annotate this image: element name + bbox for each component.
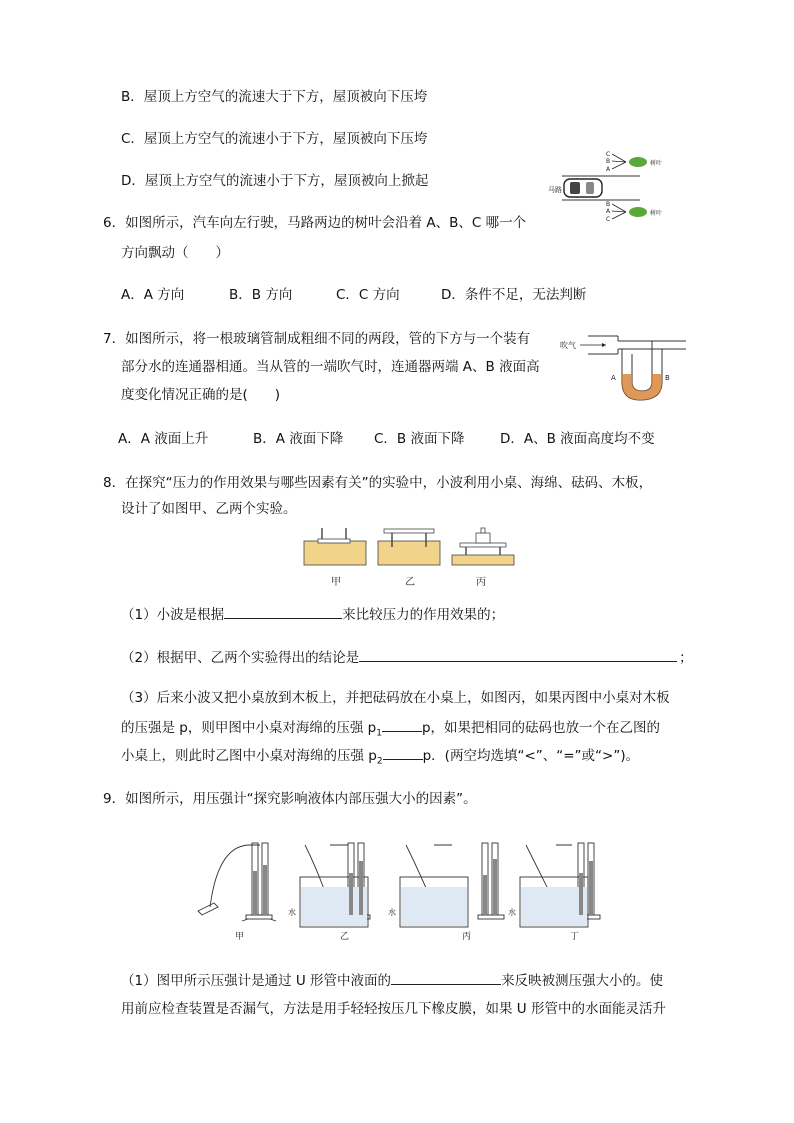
q8-blank-3[interactable] <box>382 717 422 732</box>
q6-top-c: C <box>606 151 611 158</box>
q7-option-d: D．A、B 液面高度均不变 <box>500 431 655 447</box>
q7-stem-line3: 度变化情况正确的是( ) <box>121 387 281 403</box>
q6-top-a: A <box>606 166 611 173</box>
q6-option-c: C．C 方向 <box>336 287 400 303</box>
q9-water-label-bing: 水 <box>388 908 396 917</box>
q8-sub3-line3-a: 小桌上，则此时乙图中小桌对海绵的压强 p <box>121 748 377 764</box>
q9-water-label-ding: 水 <box>508 908 516 917</box>
q7-b-label: B <box>665 374 670 382</box>
q8-blank-1[interactable] <box>224 604 342 619</box>
q9-fig-label-yi: 乙 <box>340 932 350 942</box>
q6-leaf-label-bottom: 树叶 <box>650 210 663 217</box>
q6-leaf-label-top: 树叶 <box>650 160 663 167</box>
q9-sub1-line1 <box>121 970 663 990</box>
q6-road-label: 马路 <box>548 186 562 194</box>
q8-blank-4[interactable] <box>383 745 423 760</box>
q8-sub1 <box>121 604 504 624</box>
q8-p2-subscript: 2 <box>376 756 383 767</box>
q8-table-sponge-figure <box>300 525 515 593</box>
q6-option-d: D．条件不足，无法判断 <box>441 287 587 303</box>
q8-stem-line1: 8．在探究“压力的作用效果与哪些因素有关”的实验中，小波利用小桌、海绵、砝码、木板， <box>103 475 653 491</box>
q8-sub2 <box>121 647 693 667</box>
q6-stem-line1: 6．如图所示，汽车向左行驶，马路两边的树叶会沿着 A、B、C 哪一个 <box>103 215 527 231</box>
q9-sub1-pre: （1）图甲所示压强计是通过 U 形管中液面的 <box>121 973 392 989</box>
q8-fig-label-bing: 丙 <box>476 577 486 588</box>
q9-water-label-yi: 水 <box>288 908 296 917</box>
q9-fig-label-bing: 丙 <box>462 932 472 942</box>
q9-pressure-gauge-figure <box>190 835 620 943</box>
q8-sub3-line2 <box>121 717 660 743</box>
q8-sub1-pre: （1）小波是根据 <box>121 607 225 623</box>
q8-sub3-line3 <box>121 745 639 771</box>
q8-p1-subscript: 1 <box>376 728 382 739</box>
q7-a-label: A <box>611 374 616 382</box>
q6-bottom-b: B <box>606 201 611 208</box>
q6-stem-line2: 方向飘动（ ） <box>121 245 229 261</box>
q7-blow-label: 吹气 <box>560 341 576 350</box>
q7-option-a: A．A 液面上升 <box>118 431 209 447</box>
q8-fig-label-jia: 甲 <box>331 577 341 588</box>
q7-stem-line2: 部分水的连通器相通。当从管的一端吹气时，连通器两端 A、B 液面高 <box>121 359 540 375</box>
q7-option-c: C．B 液面下降 <box>374 431 465 447</box>
q7-stem-line1: 7．如图所示，将一根玻璃管制成粗细不同的两段，管的下方与一个装有 <box>103 331 531 347</box>
q8-sub2-post: ； <box>679 650 693 666</box>
q7-tube-figure <box>558 330 690 405</box>
q5-option-c: C．屋顶上方空气的流速小于下方，屋顶被向下压垮 <box>121 131 428 147</box>
q6-bottom-a: A <box>606 208 611 215</box>
q9-stem-line1: 9．如图所示，用压强计“探究影响液体内部压强大小的因素”。 <box>103 791 477 807</box>
q9-fig-label-ding: 丁 <box>570 932 580 942</box>
q6-bottom-c: C <box>606 216 611 223</box>
q8-sub3-line1: （3）后来小波又把小桌放到木板上，并把砝码放在小桌上，如图丙，如果丙图中小桌对木板 <box>121 690 670 706</box>
q5-option-d: D．屋顶上方空气的流速小于下方，屋顶被向上掀起 <box>121 173 429 189</box>
q8-blank-2[interactable] <box>359 647 677 662</box>
leaf-icon <box>629 207 647 217</box>
q7-option-b: B．A 液面下降 <box>253 431 344 447</box>
q9-fig-label-jia: 甲 <box>235 932 245 942</box>
q5-option-b: B．屋顶上方空气的流速大于下方，屋顶被向下压垮 <box>121 89 428 105</box>
leaf-icon <box>629 157 647 167</box>
q8-fig-label-yi: 乙 <box>405 577 415 588</box>
q8-sub3-line2-a: 的压强是 p，则甲图中小桌对海绵的压强 p <box>121 720 377 736</box>
q6-top-b: B <box>606 158 611 165</box>
q8-stem-line2: 设计了如图甲、乙两个实验。 <box>121 501 297 517</box>
q6-car-road-figure <box>540 148 680 228</box>
q6-option-b: B．B 方向 <box>229 287 293 303</box>
q9-blank-1[interactable] <box>391 970 501 985</box>
q9-sub1-post: 来反映被测压强大小的。使 <box>501 973 664 989</box>
q8-sub3-line3-b: p．(两空均选填“<”、“=”或“>”)。 <box>422 748 640 764</box>
q8-sub1-post: 来比较压力的作用效果的； <box>342 607 505 623</box>
q6-option-a: A．A 方向 <box>121 287 185 303</box>
q8-sub3-line2-b: p，如果把相同的砝码也放一个在乙图的 <box>421 720 661 736</box>
q8-sub2-pre: （2）根据甲、乙两个实验得出的结论是 <box>121 650 360 666</box>
q9-sub1-line2: 用前应检查装置是否漏气，方法是用手轻轻按压几下橡皮膜，如果 U 形管中的水面能灵活升 <box>121 1001 666 1017</box>
